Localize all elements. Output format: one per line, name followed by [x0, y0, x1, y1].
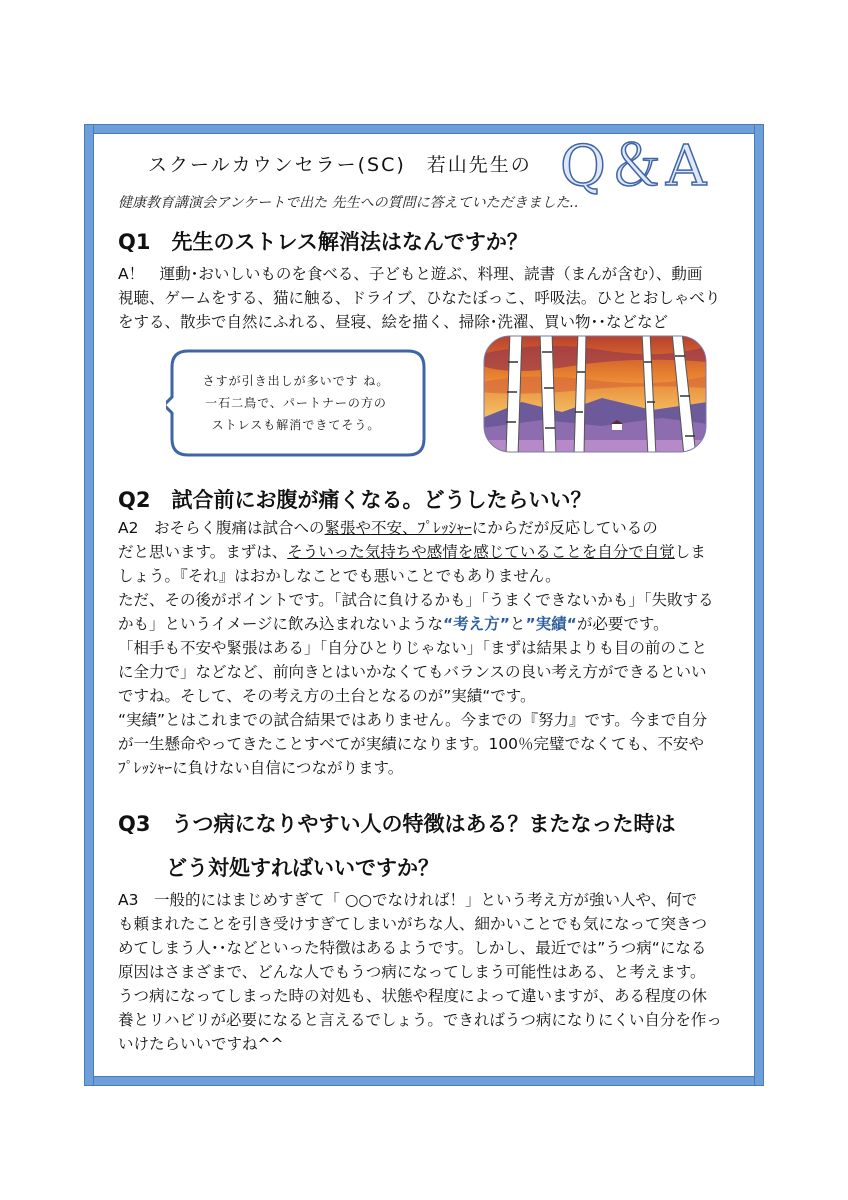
- q3-answer-line: めてしまう人･･などといった特徴はあるようです。しかし、最近では”うつ病“になる: [118, 939, 707, 957]
- q3-answer-line: A3 一般的にはまじめすぎて「 ○○でなければ！」という考え方が強い人や、何で: [118, 891, 698, 909]
- page-title: スクールカウンセラー(SC) 若山先生の: [148, 154, 532, 176]
- q2-underlined: 緊張や不安、ﾌﾟﾚｯｼｬｰ: [324, 519, 472, 537]
- q2-answer: [118, 516, 738, 780]
- q1-answer: [118, 262, 738, 334]
- q2-text: と: [509, 615, 526, 633]
- q2-keyword: “考え方”: [443, 615, 510, 633]
- q3-answer-line: いけたらいいですね^^: [118, 1035, 284, 1053]
- q2-text: かも」というイメージに飲み込まれないような: [118, 615, 444, 633]
- bubble-line: 一石二鳥で、パートナーの方の: [205, 396, 387, 410]
- q3-answer-line: も頼まれたことを引き受けすぎてしまいがちな人、細かいことでも気になって突きつ: [118, 915, 708, 933]
- q2-answer-line: [118, 612, 738, 636]
- q1-question: Q1 先生のストレス解消法はなんですか？: [118, 230, 528, 254]
- q2-answer-line: が一生懸命やってきたことすべてが実績になります。100％完璧でなくても、不安や: [118, 735, 705, 753]
- q2-answer-line: ﾌﾟﾚｯｼｬｰに負けない自信につながります。: [118, 759, 404, 777]
- q1-answer-line: A！ 運動･おいしいものを食べる、子どもと遊ぶ、料理、読書（まんが含む）、動画: [118, 265, 703, 283]
- bubble-line: さすが引き出しが多いです ね。: [202, 374, 390, 388]
- q2-answer-line: 「相手も不安や緊張はある」「自分ひとりじゃない」「まずは結果よりも目の前のこと: [118, 639, 708, 657]
- q2-text: が必要です。: [576, 615, 669, 633]
- q2-text: にからだが反応しているの: [471, 519, 658, 537]
- sunset-birch-illustration: [482, 332, 708, 456]
- q1-answer-line: をする、散歩で自然にふれる、昼寝、絵を描く、掃除･洗濯、買い物･･などなど: [118, 313, 668, 331]
- q2-answer-line: [118, 516, 738, 540]
- q2-text: A2 おそらく腹痛は試合への: [118, 519, 325, 537]
- q2-answer-line: [118, 540, 738, 564]
- q2-keyword: ”実績“: [525, 615, 577, 633]
- bubble-line: ストレスも解消できてそう。: [211, 418, 381, 432]
- q3-question-line2: どう対処すればいいですか？: [166, 856, 439, 880]
- q3-question-line1: Q3 うつ病になりやすい人の特徴はある？またなった時は: [118, 812, 676, 836]
- q2-answer-line: しょう。『それ』はおかしなことでも悪いことでもありません。: [118, 567, 561, 585]
- page-subtitle: 健康教育講演会アンケートで出た 先生への質問に答えていただきました‥: [118, 195, 579, 211]
- q2-answer-line: に全力で」などなど、前向きとはいかなくてもバランスの良い考え方ができるといい: [118, 663, 707, 681]
- frame-left-bar: [84, 124, 94, 1086]
- q3-answer-line: 養とリハビリが必要になると言えるでしょう。できればうつ病になりにくい自分を作っ: [118, 1011, 722, 1029]
- frame-bottom-bar: [84, 1076, 764, 1086]
- q2-answer-line: ですね。そして、その考え方の土台となるのが”実績“です。: [118, 687, 536, 705]
- q2-underlined: そういった気持ちや感情を感じていることを自分で自覚: [287, 543, 675, 561]
- q3-answer-line: うつ病になってしまった時の対処も、状態や程度によって違いますが、ある程度の休: [118, 987, 708, 1005]
- q2-answer-line: ただ、その後がポイントです。「試合に負けるかも」「うまくできないかも」「失敗する: [118, 591, 714, 609]
- q1-answer-line: 視聴、ゲームをする、猫に触る、ドライブ、ひなたぼっこ、呼吸法。ひととおしゃべり: [118, 289, 721, 307]
- q3-answer: [118, 888, 738, 1056]
- frame-right-bar: [754, 124, 764, 1086]
- qa-logo: Q＆A: [560, 134, 709, 199]
- q2-text: だと思います。まずは、: [118, 543, 288, 561]
- q3-answer-line: 原因はさまざまで、どんな人でもうつ病になってしまう可能性はある、と考えます。: [118, 963, 706, 981]
- q2-text: しま: [674, 543, 706, 561]
- q2-answer-line: “実績”とはこれまでの試合結果ではありません。今までの『努力』です。今まで自分: [118, 711, 708, 729]
- q2-question: Q2 試合前にお腹が痛くなる。どうしたらいい？: [118, 488, 592, 512]
- bubble-text: [186, 370, 406, 436]
